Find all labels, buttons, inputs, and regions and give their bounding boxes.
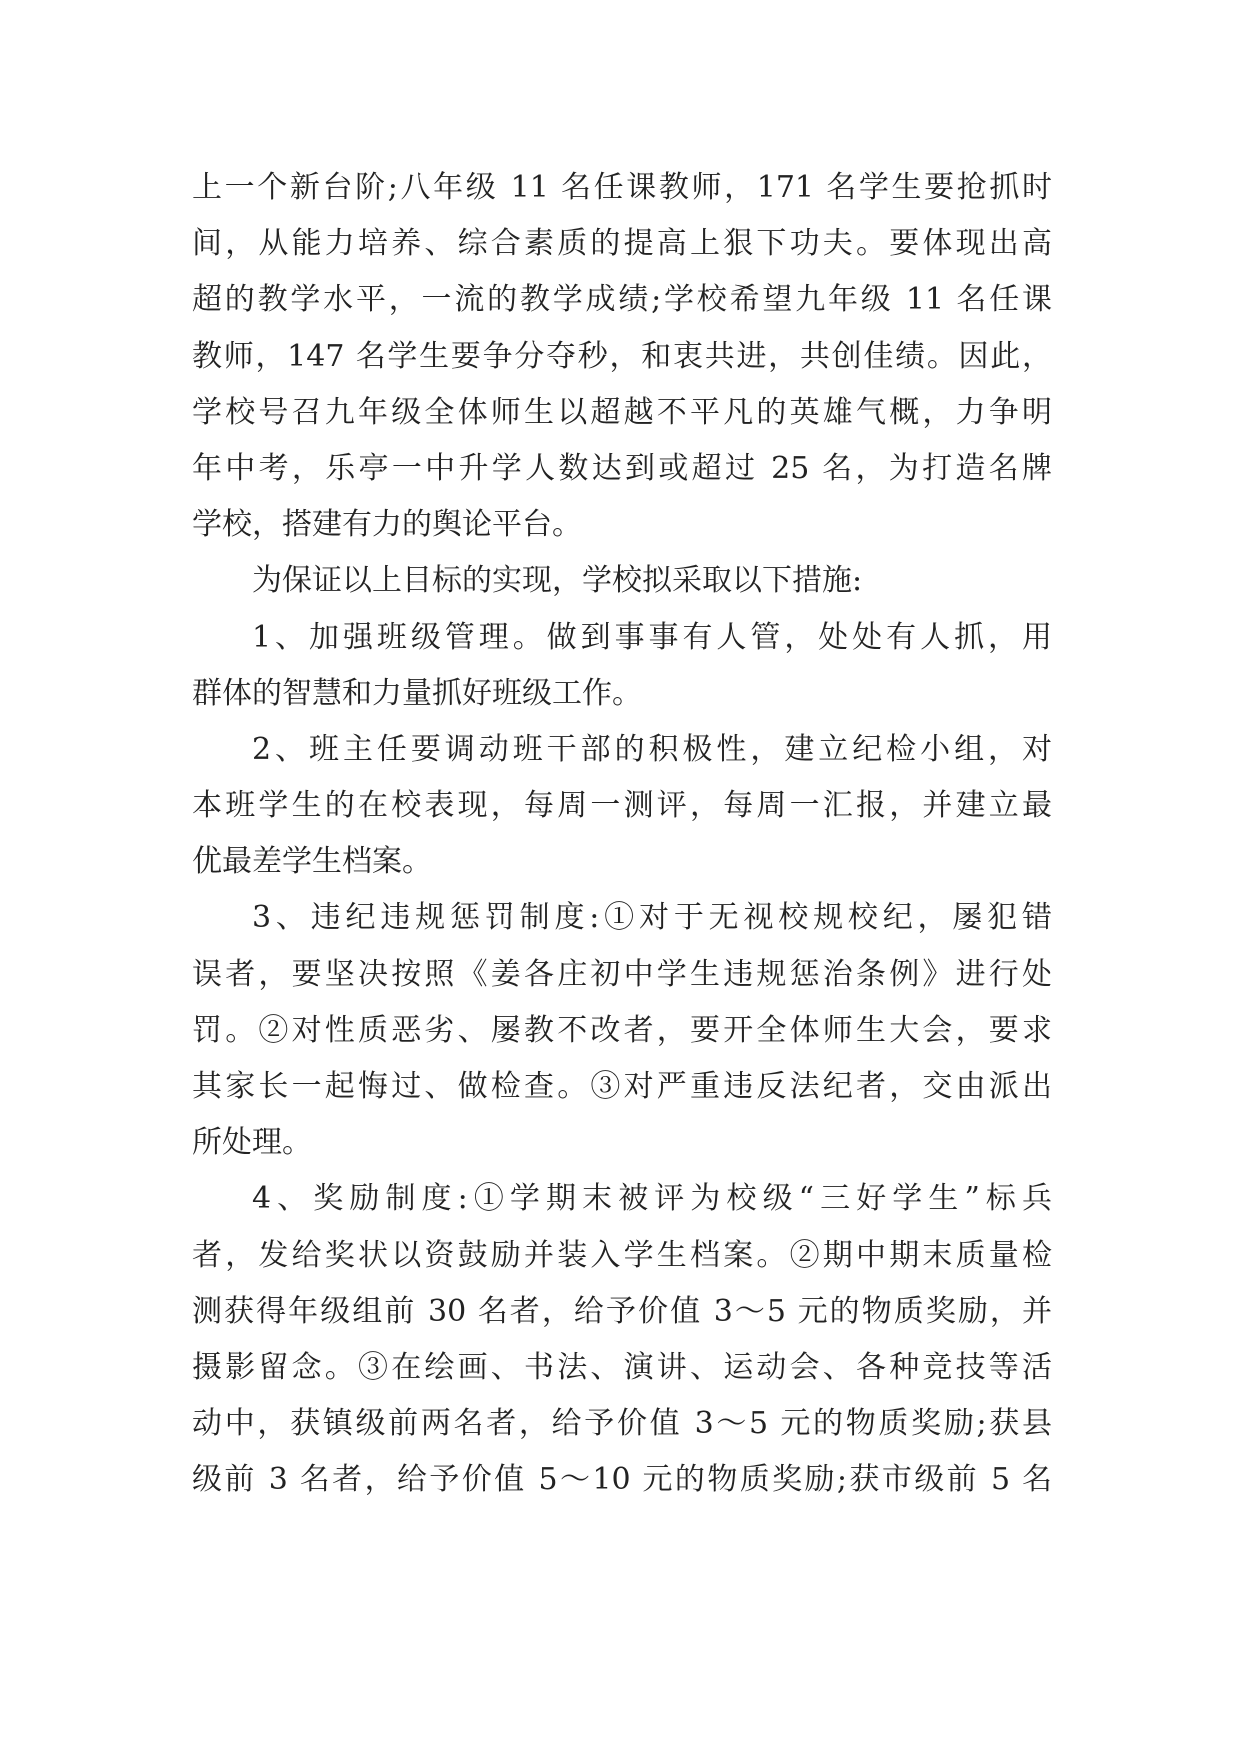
- text-line: 年中考，乐亭一中升学人数达到或超过 25 名，为打造名牌: [192, 450, 1052, 486]
- text-line: 罚。②对性质恶劣、屡教不改者，要开全体师生大会，要求: [192, 1012, 1052, 1048]
- body-text: [192, 160, 1052, 1509]
- text-line: 本班学生的在校表现，每周一测评，每周一汇报，并建立最: [192, 788, 1052, 824]
- text-line: 所处理。: [192, 1125, 312, 1161]
- text-line: 其家长一起悔过、做检查。③对严重违反法纪者，交由派出: [192, 1069, 1052, 1104]
- text-line: 为保证以上目标的实现，学校拟采取以下措施:: [252, 563, 863, 599]
- text-line: 级前 3 名者，给予价值 5～10 元的物质奖励;获市级前 5 名: [192, 1462, 1052, 1498]
- text-line: 优最差学生档案。: [192, 844, 432, 880]
- text-line: 3、违纪违规惩罚制度:①对于无视校规校纪，屡犯错: [252, 900, 1052, 936]
- text-line: 2、班主任要调动班干部的积极性，建立纪检小组，对: [252, 731, 1052, 767]
- text-line: 间，从能力培养、综合素质的提高上狠下功夫。要体现出高: [192, 226, 1052, 262]
- text-line: 误者，要坚决按照《姜各庄初中学生违规惩治条例》进行处: [192, 956, 1052, 992]
- text-line: 上一个新台阶;八年级 11 名任课教师，171 名学生要抢抓时: [192, 170, 1052, 205]
- text-line: 1、加强班级管理。做到事事有人管，处处有人抓，用: [252, 619, 1052, 655]
- text-line: 测获得年级组前 30 名者，给予价值 3～5 元的物质奖励，并: [192, 1293, 1052, 1329]
- text-line: 学校号召九年级全体师生以超越不平凡的英雄气概，力争明: [192, 394, 1052, 430]
- text-line: 教师，147 名学生要争分夺秒，和衷共进，共创佳绩。因此，: [192, 338, 1052, 374]
- text-line: 超的教学水平，一流的教学成绩;学校希望九年级 11 名任课: [192, 282, 1052, 318]
- text-line: 摄影留念。③在绘画、书法、演讲、运动会、各种竞技等活: [192, 1349, 1052, 1385]
- text-line: 学校，搭建有力的舆论平台。: [192, 507, 582, 543]
- text-line: 者，发给奖状以资鼓励并装入学生档案。②期中期末质量检: [192, 1237, 1052, 1273]
- text-line: 群体的智慧和力量抓好班级工作。: [192, 675, 642, 711]
- text-line: 4、奖励制度:①学期末被评为校级“三好学生”标兵: [252, 1181, 1052, 1217]
- text-line: 动中，获镇级前两名者，给予价值 3～5 元的物质奖励;获县: [192, 1406, 1052, 1442]
